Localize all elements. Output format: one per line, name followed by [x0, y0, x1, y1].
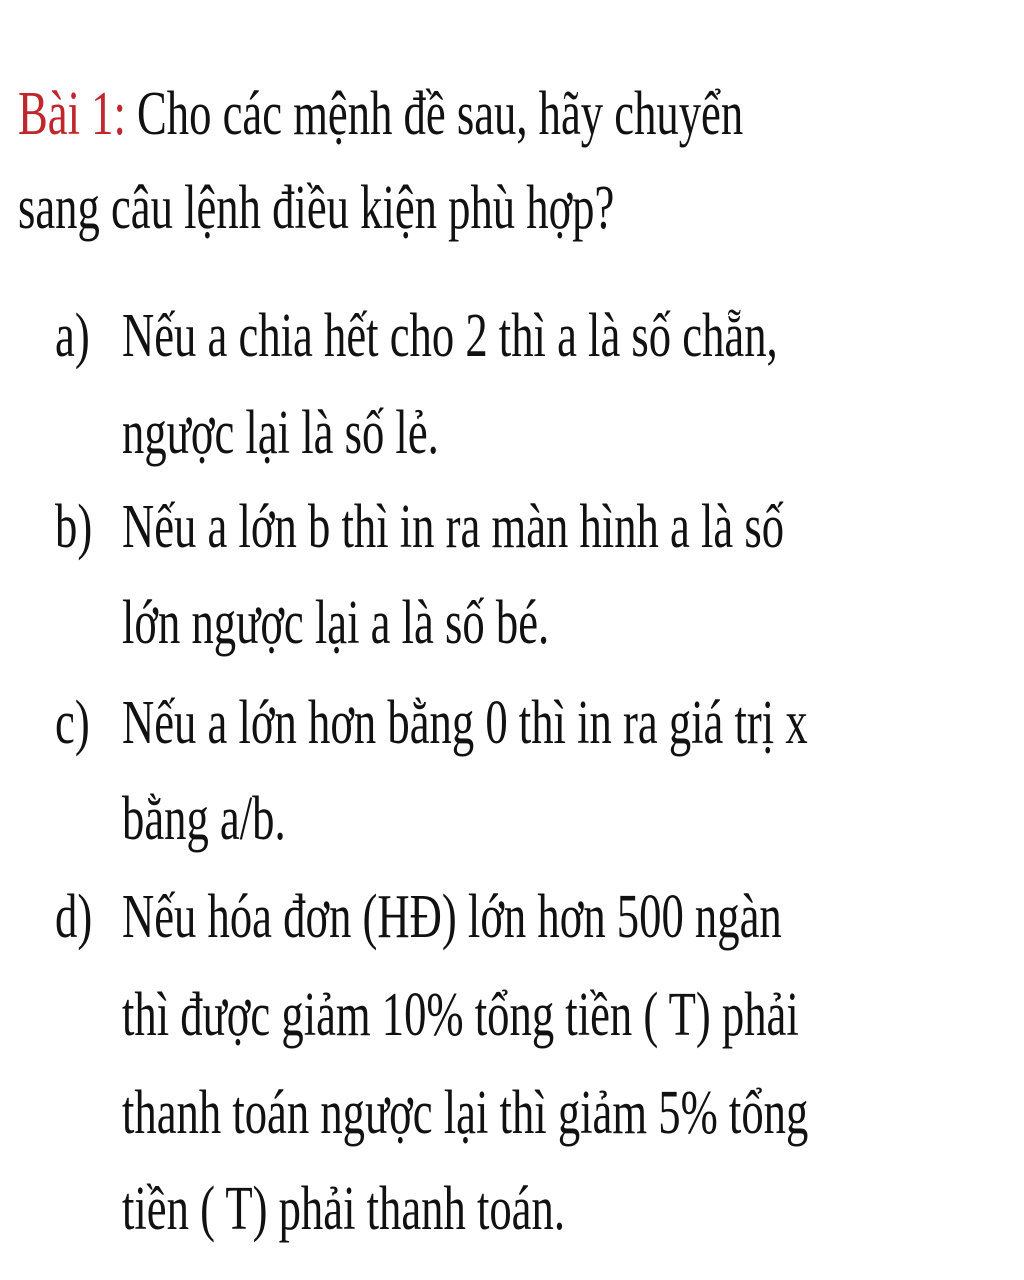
- item-c-marker: c): [55, 689, 90, 757]
- exercise-heading: [18, 80, 744, 148]
- item-b-line-1: Nếu a lớn b thì in ra màn hình a là số: [122, 493, 785, 561]
- item-d-line-1: Nếu hóa đơn (HĐ) lớn hơn 500 ngàn: [122, 883, 782, 951]
- item-c-line-1: Nếu a lớn hơn bằng 0 thì in ra giá trị x: [122, 689, 808, 757]
- item-a-line-1: Nếu a chia hết cho 2 thì a là số chẵn,: [122, 302, 778, 370]
- exercise-prompt-line-1: Cho các mệnh đề sau, hãy chuyển: [137, 80, 744, 148]
- item-b-line-2: lớn ngược lại a là số bé.: [122, 589, 550, 657]
- item-a-marker: a): [55, 302, 90, 370]
- exercise-label: Bài 1:: [18, 80, 126, 148]
- item-d-line-4: tiền ( T) phải thanh toán.: [122, 1175, 565, 1243]
- item-d-line-2: thì được giảm 10% tổng tiền ( T) phải: [122, 981, 799, 1049]
- item-d-marker: d): [55, 883, 93, 951]
- item-c-line-2: bằng a/b.: [122, 785, 286, 853]
- item-b-marker: b): [55, 493, 93, 561]
- item-a-line-2: ngược lại là số lẻ.: [122, 399, 439, 467]
- exercise-prompt-line-2: sang câu lệnh điều kiện phù hợp?: [18, 174, 615, 242]
- item-d-line-3: thanh toán ngược lại thì giảm 5% tổng: [122, 1079, 809, 1147]
